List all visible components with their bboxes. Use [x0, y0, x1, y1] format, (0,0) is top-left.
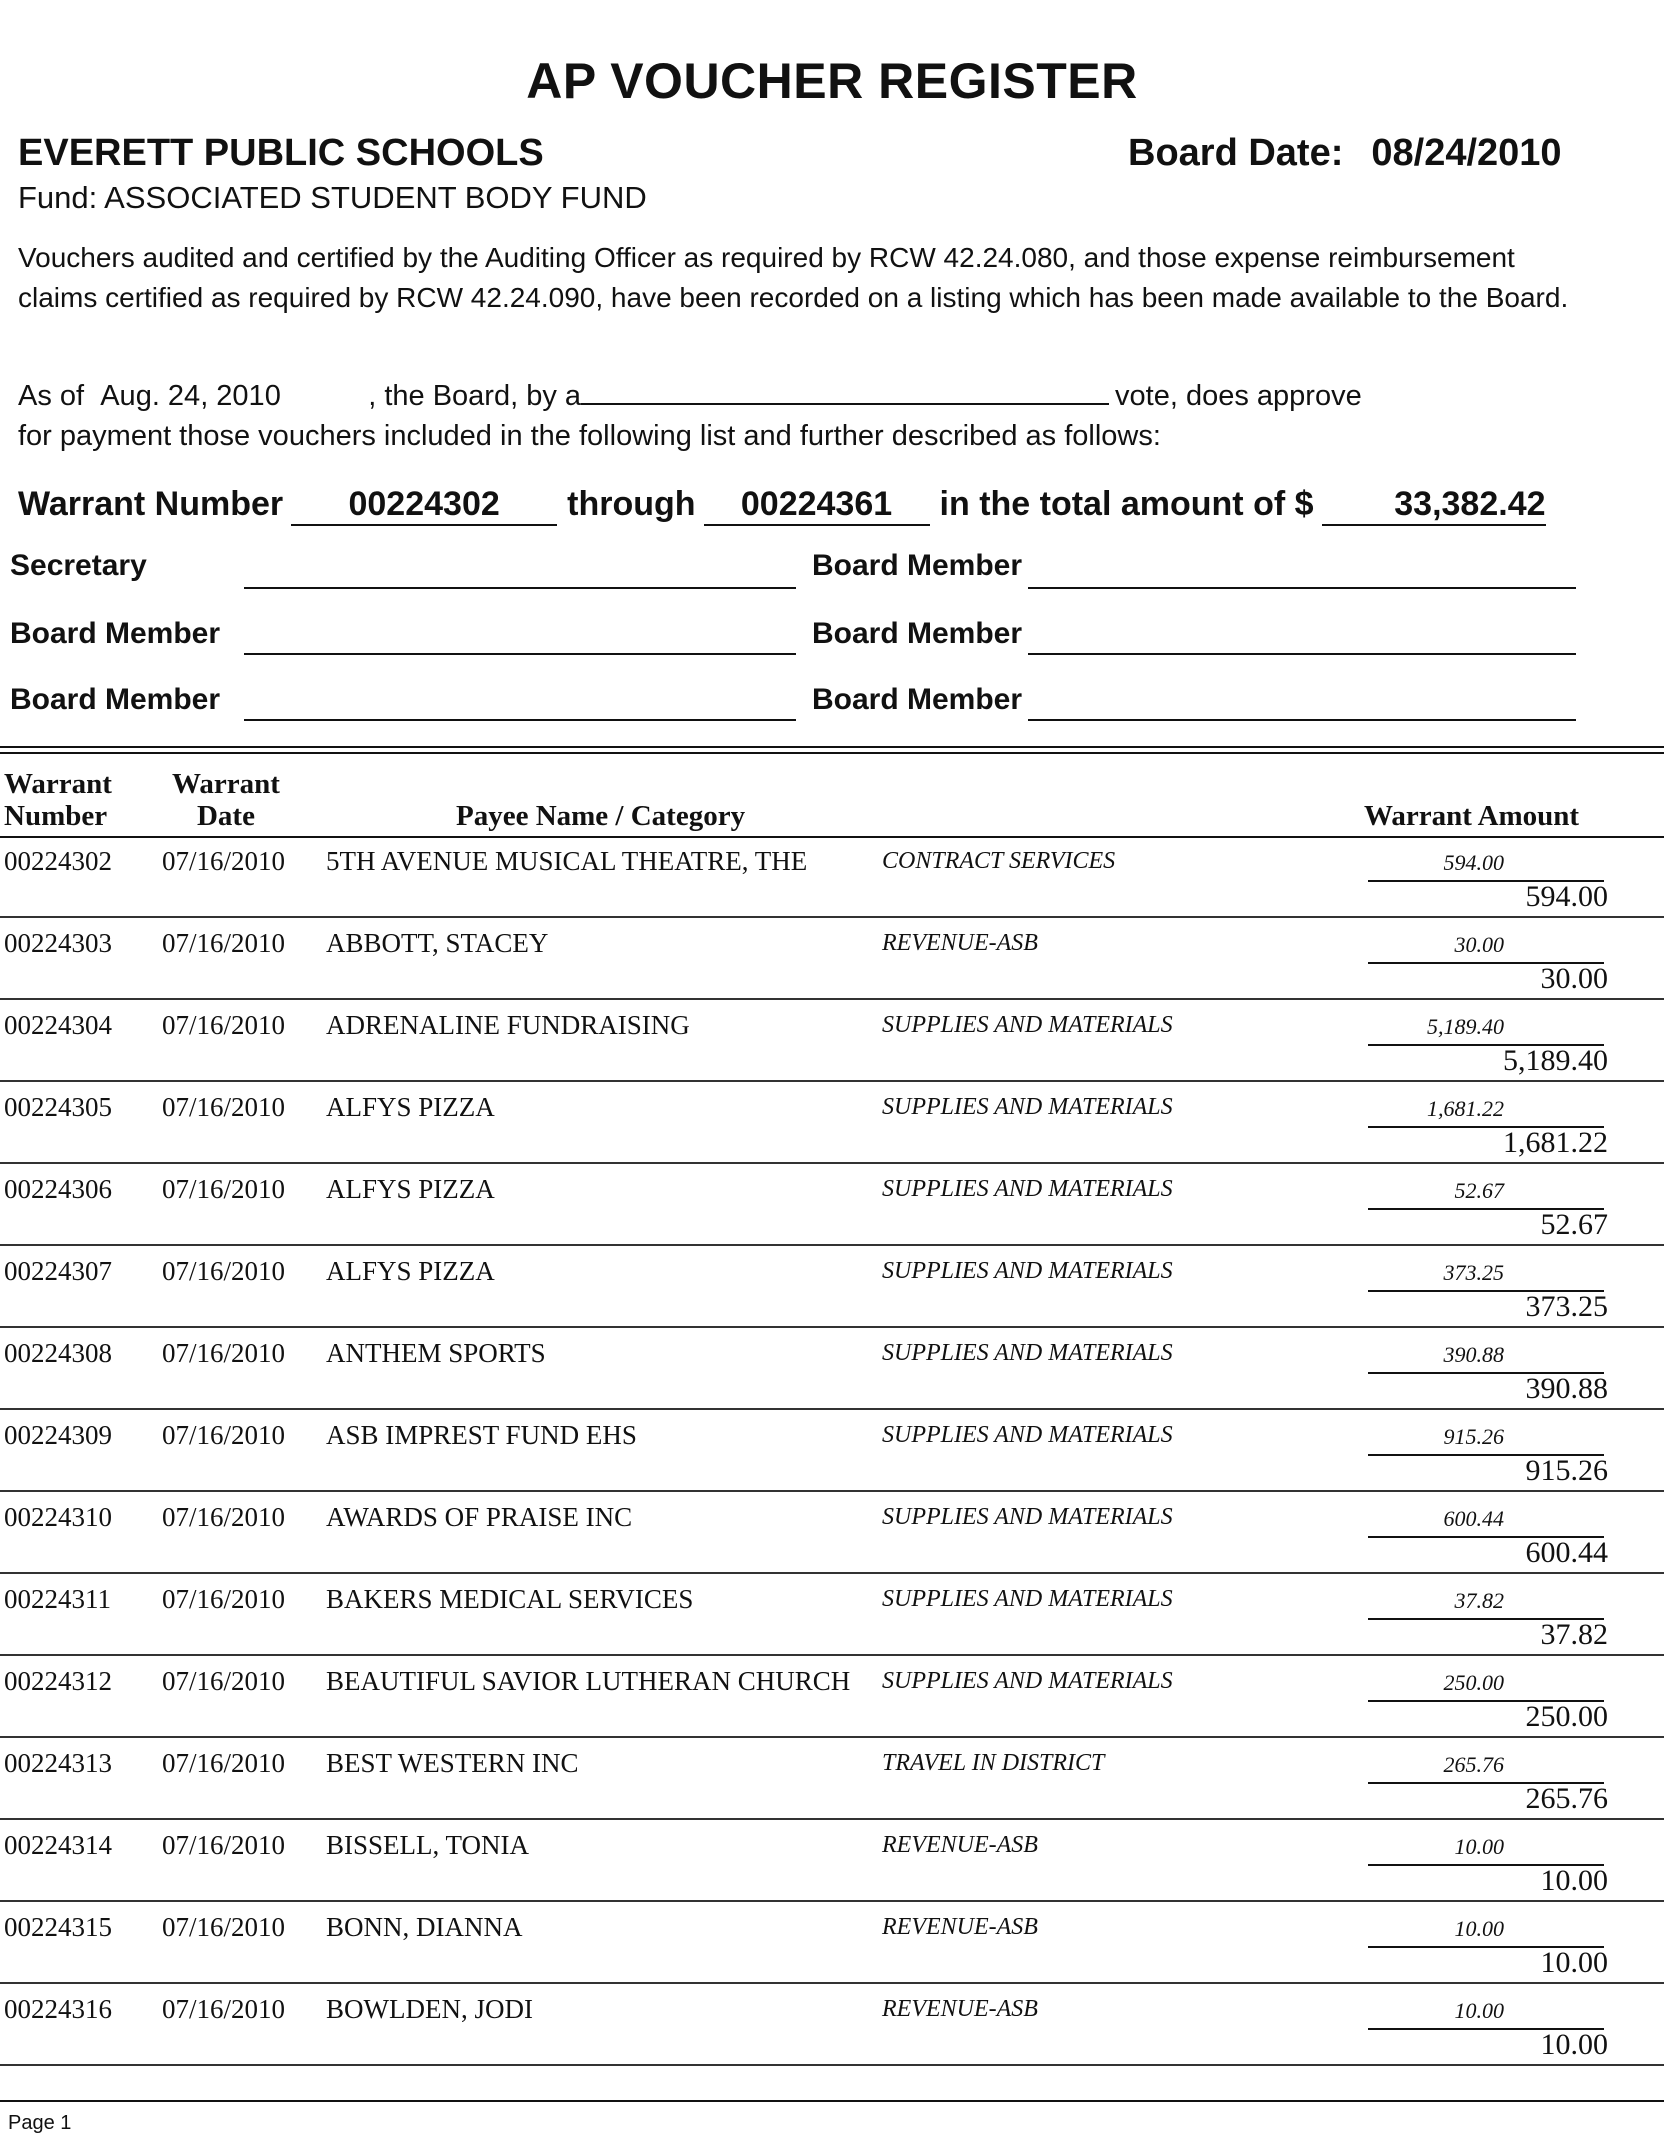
- payee-name: ABBOTT, STACEY: [326, 928, 549, 958]
- table-row[interactable]: [0, 1574, 1664, 1656]
- board-member-label: Board Member: [812, 549, 1023, 582]
- table-row[interactable]: [0, 1738, 1664, 1820]
- warrant-number: 00224308: [4, 1338, 112, 1368]
- warrant-number: 00224306: [4, 1174, 112, 1204]
- payee-name: BOWLDEN, JODI: [326, 1994, 533, 2024]
- table-row[interactable]: [0, 1656, 1664, 1738]
- table-row[interactable]: [0, 1984, 1664, 2066]
- column-header-text: Number: [4, 800, 108, 832]
- warrant-date: 07/16/2010: [162, 846, 286, 876]
- payee-name: BONN, DIANNA: [326, 1912, 523, 1942]
- warrant-amount: 600.44: [1525, 1536, 1608, 1569]
- warrant-number: 00224303: [4, 928, 112, 958]
- warrant-date: 07/16/2010: [162, 1584, 286, 1614]
- warrant-date: 07/16/2010: [162, 1010, 286, 1040]
- header-rule-bottom: [0, 752, 1664, 754]
- payee-category: TRAVEL IN DISTRICT: [882, 1750, 1105, 1776]
- as-of-date: Aug. 24, 2010: [100, 380, 281, 412]
- column-header-warrant-number: [4, 768, 112, 832]
- warrant-date: 07/16/2010: [162, 1830, 286, 1860]
- warrant-amount: 390.88: [1525, 1372, 1608, 1405]
- warrant-date: 07/16/2010: [162, 1748, 286, 1778]
- payee-category: SUPPLIES AND MATERIALS: [882, 1586, 1173, 1612]
- payee-category: SUPPLIES AND MATERIALS: [882, 1012, 1173, 1038]
- warrant-amount: 594.00: [1525, 880, 1608, 913]
- table-row[interactable]: [0, 1164, 1664, 1246]
- payee-name: ANTHEM SPORTS: [326, 1338, 546, 1368]
- payee-name: BEST WESTERN INC: [326, 1748, 579, 1778]
- warrant-number: 00224309: [4, 1420, 112, 1450]
- warrant-date: 07/16/2010: [162, 1420, 286, 1450]
- column-header-warrant-date: [172, 768, 280, 832]
- warrant-number: 00224311: [4, 1584, 111, 1614]
- warrant-number: 00224314: [4, 1830, 112, 1860]
- line-amount: 10.00: [1454, 1998, 1504, 2023]
- warrant-date: 07/16/2010: [162, 1338, 286, 1368]
- warrant-date: 07/16/2010: [162, 1666, 286, 1696]
- warrant-number: 00224302: [4, 846, 112, 876]
- payee-category: SUPPLIES AND MATERIALS: [882, 1668, 1173, 1694]
- warrant-amount: 10.00: [1540, 1946, 1608, 1979]
- payee-name: ALFYS PIZZA: [326, 1092, 495, 1122]
- board-member-label: Board Member: [10, 683, 221, 716]
- warrant-date: 07/16/2010: [162, 1174, 286, 1204]
- warrant-date: 07/16/2010: [162, 1256, 286, 1286]
- table-row[interactable]: [0, 1328, 1664, 1410]
- column-header-amount: Warrant Amount: [1364, 800, 1580, 832]
- warrant-amount: 10.00: [1540, 2028, 1608, 2061]
- payee-category: REVENUE-ASB: [882, 1996, 1038, 2022]
- warrant-from: 00224302: [291, 485, 557, 526]
- warrant-date: 07/16/2010: [162, 1912, 286, 1942]
- vote-text: vote, does approve: [1115, 380, 1362, 412]
- warrant-amount: 373.25: [1525, 1290, 1608, 1323]
- column-header-payee: Payee Name / Category: [456, 800, 746, 832]
- payee-category: REVENUE-ASB: [882, 930, 1038, 956]
- approval-line-2: for payment those vouchers included in the following list and further described as follows:: [18, 420, 1161, 452]
- fund-line: Fund: ASSOCIATED STUDENT BODY FUND: [18, 180, 647, 215]
- warrant-to: 00224361: [704, 485, 930, 526]
- column-header-text: Warrant: [172, 768, 280, 800]
- payee-name: BAKERS MEDICAL SERVICES: [326, 1584, 694, 1614]
- warrant-amount: 10.00: [1540, 1864, 1608, 1897]
- table-row[interactable]: [0, 1410, 1664, 1492]
- line-amount: 390.88: [1443, 1342, 1504, 1367]
- warrant-amount: 1,681.22: [1503, 1126, 1608, 1159]
- line-amount: 5,189.40: [1427, 1014, 1504, 1039]
- payee-category: REVENUE-ASB: [882, 1914, 1038, 1940]
- warrant-amount: 37.82: [1540, 1618, 1608, 1651]
- line-amount: 37.82: [1454, 1588, 1504, 1613]
- table-row[interactable]: [0, 836, 1664, 918]
- payee-category: CONTRACT SERVICES: [882, 848, 1116, 874]
- table-row[interactable]: [0, 1000, 1664, 1082]
- warrant-number: 00224313: [4, 1748, 112, 1778]
- vote-blank-line[interactable]: [581, 379, 1109, 405]
- line-amount: 373.25: [1443, 1260, 1504, 1285]
- board-date-label: Board Date:: [1128, 132, 1344, 174]
- board-member-signature-line[interactable]: [244, 653, 796, 655]
- line-amount: 1,681.22: [1427, 1096, 1504, 1121]
- line-amount: 600.44: [1443, 1506, 1504, 1531]
- line-amount: 10.00: [1454, 1834, 1504, 1859]
- payee-category: SUPPLIES AND MATERIALS: [882, 1094, 1173, 1120]
- column-header-text: Warrant: [4, 768, 112, 800]
- board-by-text: , the Board, by a: [368, 380, 582, 412]
- warrant-date: 07/16/2010: [162, 1092, 286, 1122]
- warrant-amount: 265.76: [1525, 1782, 1608, 1815]
- table-row[interactable]: [0, 1082, 1664, 1164]
- line-amount: 250.00: [1443, 1670, 1504, 1695]
- warrant-number: 00224315: [4, 1912, 112, 1942]
- header-rule-top: [0, 746, 1664, 748]
- table-row[interactable]: [0, 1492, 1664, 1574]
- board-member-signature-line[interactable]: [1028, 719, 1576, 721]
- payee-name: ADRENALINE FUNDRAISING: [326, 1010, 690, 1040]
- warrant-amount: 250.00: [1525, 1700, 1608, 1733]
- board-member-signature-line[interactable]: [1028, 587, 1576, 589]
- column-header-text: Date: [196, 800, 255, 832]
- through-label: through: [567, 485, 696, 523]
- line-amount: 915.26: [1443, 1424, 1504, 1449]
- line-amount: 52.67: [1454, 1178, 1504, 1203]
- line-amount: 265.76: [1443, 1752, 1504, 1777]
- page-number: Page 1: [8, 2112, 72, 2134]
- table-row[interactable]: [0, 1902, 1664, 1984]
- page-title: AP VOUCHER REGISTER: [526, 53, 1138, 109]
- warrant-date: 07/16/2010: [162, 1502, 286, 1532]
- warrant-summary: [18, 485, 1546, 526]
- footer-rule: [0, 2100, 1664, 2102]
- certification-paragraph: Vouchers audited and certified by the Auditing Officer as required by RCW 42.24.080, and those expense reimbursement claims certified as required by RCW 42.24.090, have been recorded on a listing which has been made available to the Board.: [18, 242, 1569, 313]
- payee-name: AWARDS OF PRAISE INC: [326, 1502, 633, 1532]
- warrant-number-label: Warrant Number: [18, 485, 284, 523]
- secretary-signature-line[interactable]: [244, 587, 796, 589]
- warrant-amount: 52.67: [1540, 1208, 1608, 1241]
- board-date: [1128, 132, 1562, 175]
- line-amount: 594.00: [1443, 850, 1504, 875]
- table-row[interactable]: [0, 1246, 1664, 1328]
- warrant-number: 00224316: [4, 1994, 112, 2024]
- warrant-amount: 915.26: [1525, 1454, 1608, 1487]
- payee-name: ASB IMPREST FUND EHS: [326, 1420, 637, 1450]
- payee-name: 5TH AVENUE MUSICAL THEATRE, THE: [326, 846, 808, 876]
- warrant-number: 00224307: [4, 1256, 112, 1286]
- warrant-number: 00224305: [4, 1092, 112, 1122]
- warrant-amount: 5,189.40: [1503, 1044, 1608, 1077]
- warrant-number: 00224310: [4, 1502, 112, 1532]
- warrant-number: 00224312: [4, 1666, 112, 1696]
- payee-name: ALFYS PIZZA: [326, 1256, 495, 1286]
- warrant-date: 07/16/2010: [162, 928, 286, 958]
- as-of-label: As of: [18, 380, 85, 412]
- warrant-amount: 30.00: [1540, 962, 1608, 995]
- payee-category: SUPPLIES AND MATERIALS: [882, 1504, 1173, 1530]
- warrant-total: 33,382.42: [1322, 485, 1546, 526]
- table-row[interactable]: [0, 1820, 1664, 1902]
- payee-category: SUPPLIES AND MATERIALS: [882, 1258, 1173, 1284]
- board-date-value: 08/24/2010: [1371, 132, 1562, 174]
- board-member-label: Board Member: [10, 617, 221, 650]
- table-row[interactable]: [0, 918, 1664, 1000]
- warrant-number: 00224304: [4, 1010, 112, 1040]
- payee-category: SUPPLIES AND MATERIALS: [882, 1340, 1173, 1366]
- warrant-date: 07/16/2010: [162, 1994, 286, 2024]
- payee-category: SUPPLIES AND MATERIALS: [882, 1176, 1173, 1202]
- warrant-table: [0, 836, 1664, 2066]
- board-member-signature-line[interactable]: [244, 719, 796, 721]
- payee-name: BEAUTIFUL SAVIOR LUTHERAN CHURCH: [326, 1666, 851, 1696]
- board-member-signature-line[interactable]: [1028, 653, 1576, 655]
- payee-name: BISSELL, TONIA: [326, 1830, 530, 1860]
- board-member-label: Board Member: [812, 683, 1023, 716]
- payee-category: REVENUE-ASB: [882, 1832, 1038, 1858]
- approval-statement: [18, 376, 1598, 456]
- board-member-label: Board Member: [812, 617, 1023, 650]
- organization-name: EVERETT PUBLIC SCHOOLS: [18, 132, 544, 174]
- line-amount: 10.00: [1454, 1916, 1504, 1941]
- payee-category: SUPPLIES AND MATERIALS: [882, 1422, 1173, 1448]
- payee-name: ALFYS PIZZA: [326, 1174, 495, 1204]
- secretary-label: Secretary: [10, 549, 147, 582]
- total-amount-label: in the total amount of $: [939, 485, 1314, 523]
- line-amount: 30.00: [1454, 932, 1504, 957]
